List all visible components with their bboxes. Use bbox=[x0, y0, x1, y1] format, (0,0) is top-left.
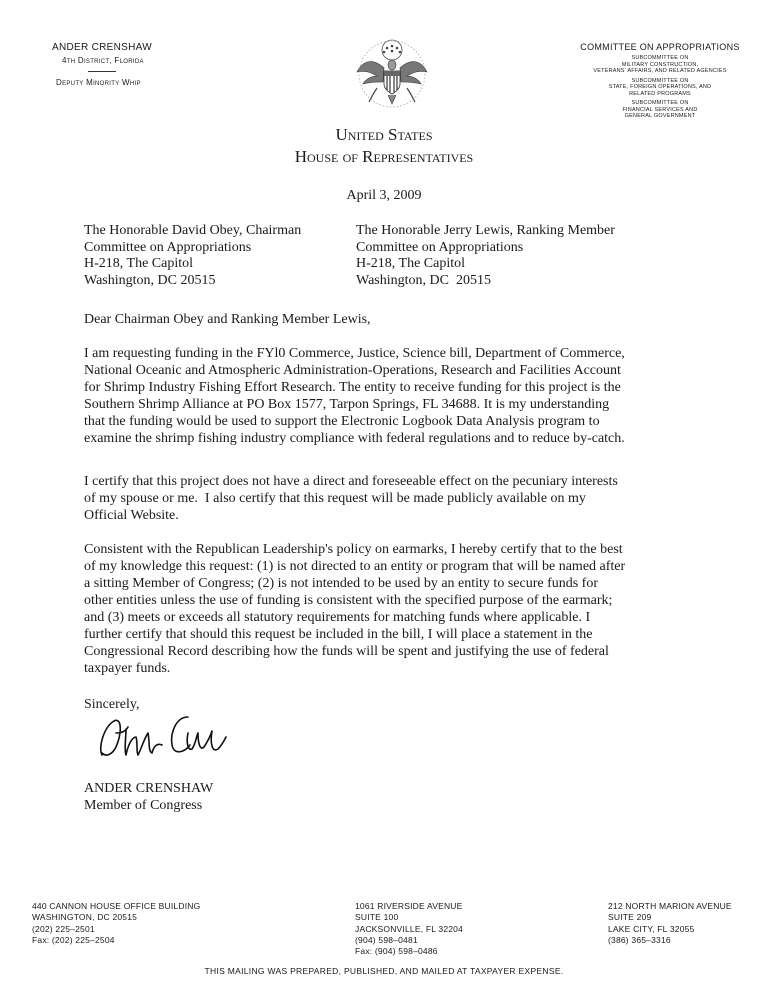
paragraph-line: Official Website. bbox=[84, 508, 179, 523]
title-line-2: House of Representatives bbox=[294, 147, 474, 166]
office-address-dc bbox=[32, 901, 200, 946]
office-line: (386) 365–3316 bbox=[608, 934, 671, 945]
paragraph-line: I certify that this project does not have a direct and foreseeable effect on the pecuniary interests bbox=[84, 474, 618, 489]
address-line: H-218, The Capitol bbox=[356, 256, 466, 271]
body-paragraph bbox=[84, 473, 684, 524]
subcommittee-line: SUBCOMMITTEE ON bbox=[631, 55, 689, 61]
address-line: The Honorable David Obey, Chairman bbox=[84, 223, 302, 238]
handwritten-signature bbox=[92, 703, 242, 763]
office-line: 440 CANNON HOUSE OFFICE BUILDING bbox=[32, 901, 201, 911]
paragraph-line: a sitting Member of Congress; (2) is not intended to be used by an entity to secure funds for bbox=[84, 576, 599, 591]
letterhead-divider bbox=[88, 71, 116, 72]
paragraph-line: further certify that should this request be included in the bill, I will place a statement in the bbox=[84, 627, 593, 642]
paragraph-line: Consistent with the Republican Leadership's policy on earmarks, I hereby certify that to the best bbox=[84, 542, 623, 557]
letter-date: April 3, 2009 bbox=[346, 188, 422, 203]
title-line-1: United States bbox=[335, 125, 433, 144]
subcommittee bbox=[560, 55, 760, 75]
paragraph-line: examine the shrimp fishing industry compliance with federal regulations and to reduce by-catch. bbox=[84, 431, 625, 446]
paragraph-line: Congressional Record describing how the funds will be spent and justifying the use of federal bbox=[84, 644, 609, 659]
office-line: LAKE CITY, FL 32055 bbox=[608, 923, 695, 934]
office-line: WASHINGTON, DC 20515 bbox=[32, 912, 138, 923]
office-line: Fax: (904) 598–0486 bbox=[355, 946, 438, 957]
subcommittee-line: SUBCOMMITTEE ON bbox=[631, 77, 689, 84]
subcommittee bbox=[560, 100, 760, 120]
letterhead-left bbox=[52, 42, 252, 87]
paragraph-line: other entities unless the use of funding is consistent with the specified purpose of the earmark; bbox=[84, 593, 613, 608]
paragraph-line: and (3) meets or exceeds all statutory requirements for matching funds where applicable. I bbox=[84, 610, 591, 625]
office-line: 1061 RIVERSIDE AVENUE bbox=[355, 901, 463, 911]
address-line: Washington, DC 20515 bbox=[84, 272, 216, 288]
office-address-lake-city bbox=[608, 901, 732, 946]
paragraph-line: of my knowledge this request: (1) is not directed to an entity or program that will be named after bbox=[84, 559, 626, 574]
paragraph-line: of my spouse or me. I also certify that this request will be made publicly available on my bbox=[84, 491, 586, 506]
subcommittee-line: RELATED PROGRAMS bbox=[629, 90, 691, 97]
subcommittee-line: FINANCIAL SERVICES AND bbox=[622, 106, 698, 113]
representative-name: ANDER CRENSHAW bbox=[52, 42, 152, 53]
address-line: The Honorable Jerry Lewis, Ranking Member bbox=[356, 223, 615, 238]
subcommittee bbox=[560, 78, 760, 98]
office-line: Fax: (202) 225–2504 bbox=[32, 934, 115, 945]
subcommittee-line: MILITARY CONSTRUCTION, bbox=[621, 61, 699, 68]
signer-title: Member of Congress bbox=[84, 798, 203, 813]
paragraph-line: I am requesting funding in the FYl0 Commerce, Justice, Science bill, Department of Commerce, bbox=[84, 346, 625, 361]
paragraph-line: taxpayer funds. bbox=[84, 661, 171, 676]
address-line: Committee on Appropriations bbox=[84, 239, 252, 255]
office-address-jacksonville bbox=[355, 901, 463, 957]
closing: Sincerely, bbox=[84, 697, 140, 712]
house-title bbox=[234, 124, 534, 168]
recipient-address-right bbox=[356, 223, 615, 289]
recipient-address-left bbox=[84, 223, 301, 289]
paragraph-line: National Oceanic and Atmospheric Administration-Operations, Research and Facilities Account bbox=[84, 363, 621, 378]
great-seal-icon bbox=[351, 38, 433, 108]
taxpayer-expense-notice: THIS MAILING WAS PREPARED, PUBLISHED, AND MAILED AT TAXPAYER EXPENSE. bbox=[204, 966, 564, 976]
letterhead-right bbox=[560, 42, 760, 120]
leadership-title: Deputy Minority Whip bbox=[56, 78, 141, 87]
office-line: (904) 598–0481 bbox=[355, 934, 418, 945]
address-line: H-218, The Capitol bbox=[84, 256, 194, 271]
office-line: SUITE 209 bbox=[608, 912, 652, 923]
body-paragraph bbox=[84, 345, 684, 447]
district: 4th District, Florida bbox=[62, 56, 144, 65]
subcommittee-line: VETERANS' AFFAIRS, AND RELATED AGENCIES bbox=[593, 68, 727, 74]
subcommittee-line: STATE, FOREIGN OPERATIONS, AND bbox=[608, 84, 712, 90]
office-line: SUITE 100 bbox=[355, 912, 399, 923]
salutation: Dear Chairman Obey and Ranking Member Lewis, bbox=[84, 312, 371, 327]
signature-block bbox=[84, 780, 213, 814]
address-line: Washington, DC 20515 bbox=[356, 272, 491, 288]
body-paragraph bbox=[84, 541, 684, 677]
address-line: Committee on Appropriations bbox=[356, 239, 524, 255]
signer-name: ANDER CRENSHAW bbox=[84, 781, 214, 796]
office-line: (202) 225–2501 bbox=[32, 923, 95, 934]
office-line: JACKSONVILLE, FL 32204 bbox=[355, 923, 464, 934]
subcommittee-line: SUBCOMMITTEE ON bbox=[631, 100, 689, 106]
subcommittee-line: GENERAL GOVERNMENT bbox=[624, 113, 696, 119]
committee-name: COMMITTEE ON APPROPRIATIONS bbox=[580, 42, 740, 52]
office-line: 212 NORTH MARION AVENUE bbox=[608, 901, 732, 911]
paragraph-line: Southern Shrimp Alliance at PO Box 1577, Tarpon Springs, FL 34688. It is my understanding bbox=[84, 397, 610, 412]
paragraph-line: for Shrimp Industry Fishing Effort Research. The entity to receive funding for this project is the bbox=[84, 380, 621, 395]
paragraph-line: that the funding would be used to support the Electronic Logbook Data Analysis program to bbox=[84, 414, 600, 429]
